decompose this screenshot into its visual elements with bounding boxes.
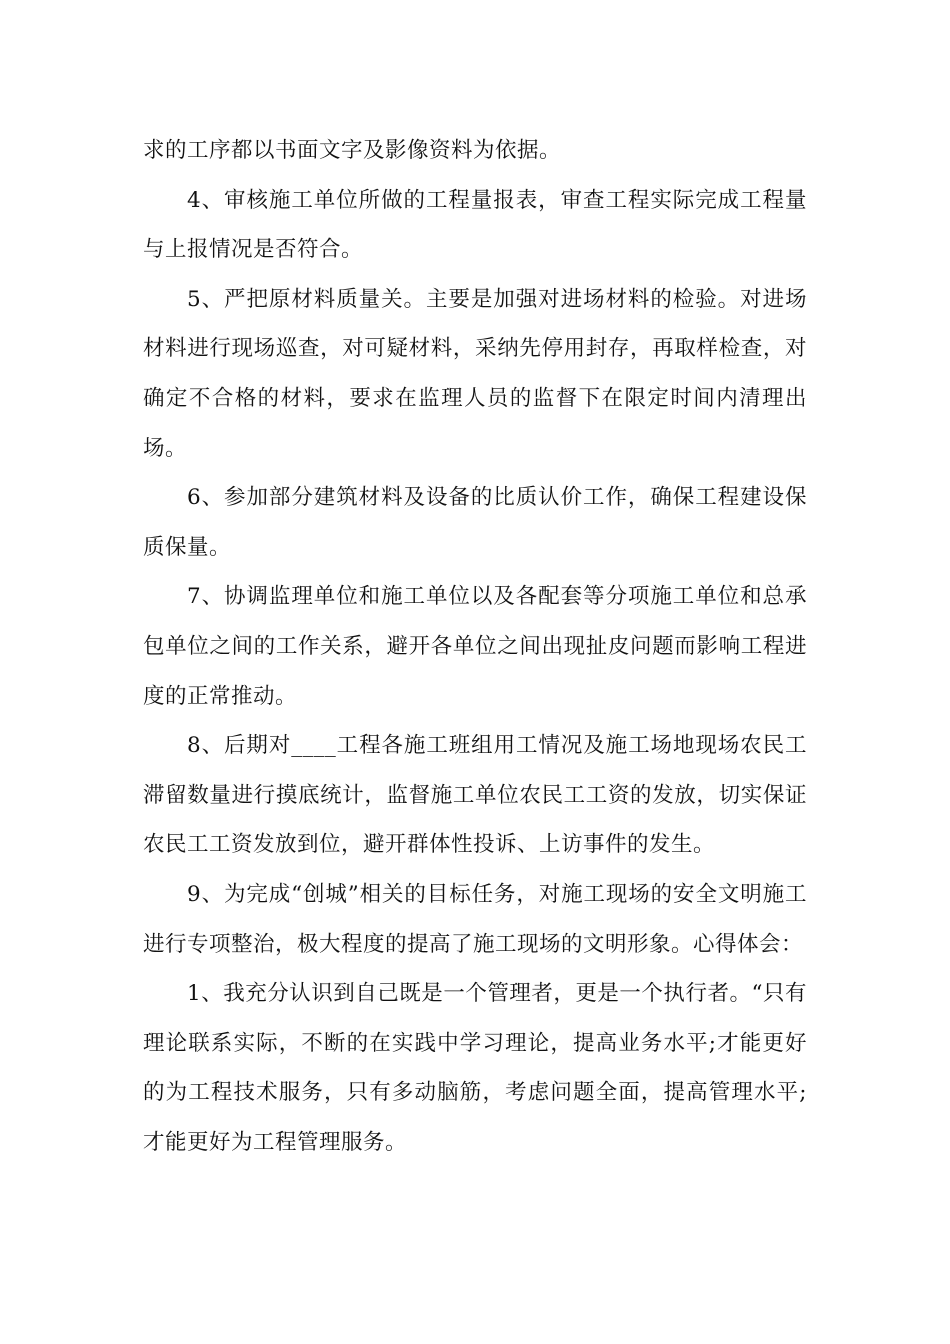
paragraph-item-4: 4、审核施工单位所做的工程量报表，审查工程实际完成工程量与上报情况是否符合。 bbox=[143, 187, 807, 263]
paragraph-insight-1: 1、我充分认识到自己既是一个管理者，更是一个执行者。“只有理论联系实际，不断的在实践中学习理论，提高业务水平;才能更好的为工程技术服务，只有多动脑筋，考虑问题全面，提高管理水平;才能更好为工程管理服务。 bbox=[143, 981, 807, 1155]
paragraph-continuation: 求的工序都以书面文字及影像资料为依据。 bbox=[143, 138, 562, 163]
paragraph-item-9: 9、为完成“创城”相关的目标任务，对施工现场的安全文明施工进行专项整治，极大程度的提高了施工现场的文明形象。心得体会： bbox=[143, 881, 807, 957]
paragraph-item-8: 8、后期对____工程各施工班组用工情况及施工场地现场农民工滞留数量进行摸底统计，监督施工单位农民工工资的发放，切实保证农民工工资发放到位，避开群体性投诉、上访事件的发生。 bbox=[143, 733, 807, 858]
paragraph-item-5: 5、严把原材料质量关。主要是加强对进场材料的检验。对进场材料进行现场巡查，对可疑材料，采纳先停用封存，再取样检查，对确定不合格的材料，要求在监理人员的监督下在限定时间内清理出场。 bbox=[143, 286, 807, 461]
paragraph-item-6: 6、参加部分建筑材料及设备的比质认价工作，确保工程建设保质保量。 bbox=[143, 485, 807, 560]
document-body bbox=[143, 126, 807, 1167]
paragraph-item-7: 7、协调监理单位和施工单位以及各配套等分项施工单位和总承包单位之间的工作关系，避开各单位之间出现扯皮问题而影响工程进度的正常推动。 bbox=[143, 584, 807, 709]
